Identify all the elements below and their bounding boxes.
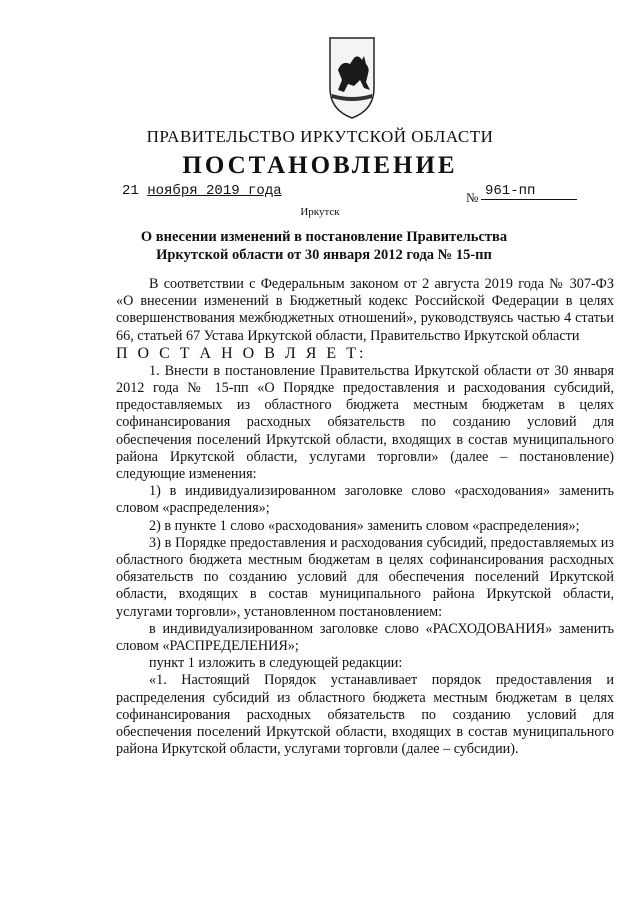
city: Иркутск: [300, 206, 340, 218]
paragraph: 1. Внести в постановление Правительства Иркутской области от 30 января 2012 года № 15-пп «О Порядке предоставления и расходования субсидий, предоставляемых из областного бюджета местным бюджетам в целях софинансирования расходных обязательств по созданию условий для обеспечения поселений Иркутской области, входящих в состав муниципального района Иркутской области, услугами торговли» (далее – постановление) следующие изменения:: [116, 362, 614, 483]
document-date: [122, 183, 282, 199]
government-name: ПРАВИТЕЛЬСТВО ИРКУТСКОЙ ОБЛАСТИ: [146, 127, 494, 146]
paragraph: «1. Настоящий Порядок устанавливает порядок предоставления и распределения субсидий из областного бюджета местным бюджетам в целях софинансирования расходных обязательств по созданию условий для обеспечения поселений Иркутской области, входящих в состав муниципального района Иркутской области, услугами торговли (далее – субсидии).: [116, 672, 614, 758]
preamble: В соответствии с Федеральным законом от 2 августа 2019 года № 307-ФЗ «О внесении изменений в Бюджетный кодекс Российской Федерации в целях совершенствования межбюджетных отношений», руководствуясь частью 4 статьи 66, статьей 67 Устава Иркутской области, Правительство Иркутской области: [116, 276, 614, 344]
document-type: ПОСТАНОВЛЕНИЕ: [182, 152, 458, 179]
document-body: [116, 276, 614, 758]
paragraph: в индивидуализированном заголовке слово «РАСХОДОВАНИЯ» заменить словом «РАСПРЕДЕЛЕНИЯ»;: [116, 620, 614, 655]
coat-of-arms-emblem: [324, 34, 380, 120]
paragraph: 2) в пункте 1 слово «расходования» заменить словом «распределения»;: [149, 517, 580, 534]
document-title: О внесении изменений в постановление Правительства Иркутской области от 30 января 2012 года № 15-пп: [140, 229, 508, 263]
document-number: 961-пп: [481, 183, 577, 200]
date-month-year: ноября 2019 года: [147, 183, 282, 199]
paragraph: 3) в Порядке предоставления и расходования субсидий, предоставляемых из областного бюджета местным бюджетам в целях софинансирования расходных обязательств по созданию условий для обеспечения поселений Иркутской области, входящих в состав муниципального района Иркутской области, услугами торговли», установленном постановлением:: [116, 534, 614, 620]
paragraph: пункт 1 изложить в следующей редакции:: [149, 655, 403, 672]
date-day: 21: [122, 183, 139, 199]
paragraph: 1) в индивидуализированном заголовке слово «расходования» заменить словом «распределения»;: [116, 483, 614, 517]
decree-word: П О С Т А Н О В Л Я Е Т:: [116, 344, 367, 362]
number-label: №: [466, 190, 479, 205]
